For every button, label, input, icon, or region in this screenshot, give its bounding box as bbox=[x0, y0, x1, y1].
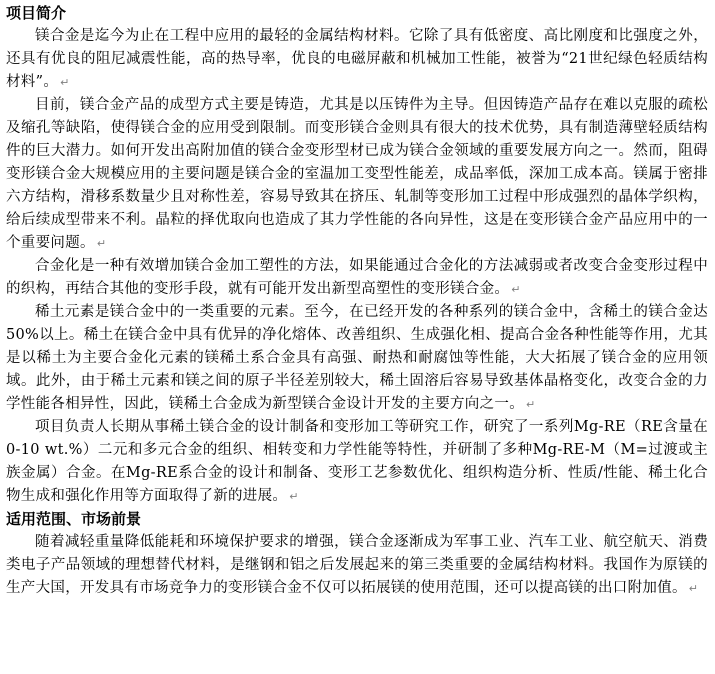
paragraph-text: 稀土元素是镁合金中的一类重要的元素。至今，在已经开发的各种系列的镁合金中，含稀土的镁合金达50%以上。稀土在镁合金中具有优异的净化熔体、改善组织、生成强化相、提高合金各种性能等作用，尤其是以稀土为主要合金化元素的镁稀土系合金具有高强、耐热和耐腐蚀等性能，大大拓展了镁合金的应用领域。此外，由于稀土元素和镁之间的原子半径差别较大，稀土固溶后容易导致基体晶格变化，改变合金的力学性能各相异性，因此，镁稀土合金成为新型镁合金设计开发的主要方向之一。 bbox=[6, 304, 708, 412]
paragraph-mark-icon: ↵ bbox=[60, 76, 70, 89]
paragraph-alloying bbox=[6, 255, 708, 301]
paragraph-project-lead bbox=[6, 416, 708, 508]
paragraph-mark-icon: ↵ bbox=[289, 490, 299, 503]
paragraph-mark-icon: ↵ bbox=[526, 398, 536, 411]
paragraph-text: 镁合金是迄今为止在工程中应用的最轻的金属结构材料。它除了具有低密度、高比刚度和比强度之外，还具有优良的阻尼减震性能，高的热导率，优良的电磁屏蔽和机械加工性能，被誉为“21世纪绿色轻质结构材料”。 bbox=[6, 28, 708, 90]
paragraph-intro bbox=[6, 25, 708, 94]
paragraph-mark-icon: ↵ bbox=[511, 283, 521, 296]
section-heading-project-intro: 项目简介 bbox=[6, 4, 67, 22]
paragraph-mark-icon: ↵ bbox=[96, 237, 107, 250]
paragraph-mark-icon: ↵ bbox=[688, 582, 699, 595]
paragraph-rare-earth bbox=[6, 301, 708, 416]
paragraph-text: 随着减轻重量降低能耗和环境保护要求的增强，镁合金逐渐成为军事工业、汽车工业、航空航天、消费类电子产品领域的理想替代材料，是继钢和铝之后发展起来的第三类重要的金属结构材料。我国作为原镁的生产大国，开发具有市场竞争力的变形镁合金不仅可以拓展镁的使用范围，还可以提高镁的出口附加值。 bbox=[6, 534, 708, 596]
paragraph-current-status bbox=[6, 94, 708, 255]
paragraph-text: 项目负责人长期从事稀土镁合金的设计制备和变形加工等研究工作，研究了一系列Mg-RE（RE含量在0-10 wt.%）二元和多元合金的组织、相转变和力学性能等特性，并研制了多种Mg-RE-M（M=过渡或主族金属）合金。在Mg-RE系合金的设计和制备、变形工艺参数优化、组织构造分析、性质/性能、稀土化合物生成和强化作用等方面取得了新的进展。 bbox=[6, 419, 708, 504]
paragraph-text: 合金化是一种有效增加镁合金加工塑性的方法，如果能通过合金化的方法减弱或者改变合金变形过程中的织构，再结合其他的变形手段，就有可能开发出新型高塑性的变形镁合金。 bbox=[6, 258, 708, 297]
paragraph-text: 目前，镁合金产品的成型方式主要是铸造，尤其是以压铸件为主导。但因铸造产品存在难以克服的疏松及缩孔等缺陷，使得镁合金的应用受到限制。而变形镁合金则具有很大的技术优势，具有制造薄壁轻质结构件的巨大潜力。如何开发出高附加值的镁合金变形型材已成为镁合金领域的重要发展方向之一。然而，阻碍变形镁合金大规模应用的主要问题是镁合金的室温加工变型性能差，成品率低，深加工成本高。镁属于密排六方结构，滑移系数量少且对称性差，容易导致其在挤压、轧制等变形加工过程中形成强烈的晶体学织构，给后续成型带来不利。晶粒的择优取向也造成了其力学性能的各向异性，这是在变形镁合金产品应用中的一个重要问题。 bbox=[6, 97, 708, 251]
section-heading-market: 适用范围、市场前景 bbox=[6, 510, 142, 528]
paragraph-market-prospects bbox=[6, 531, 708, 600]
